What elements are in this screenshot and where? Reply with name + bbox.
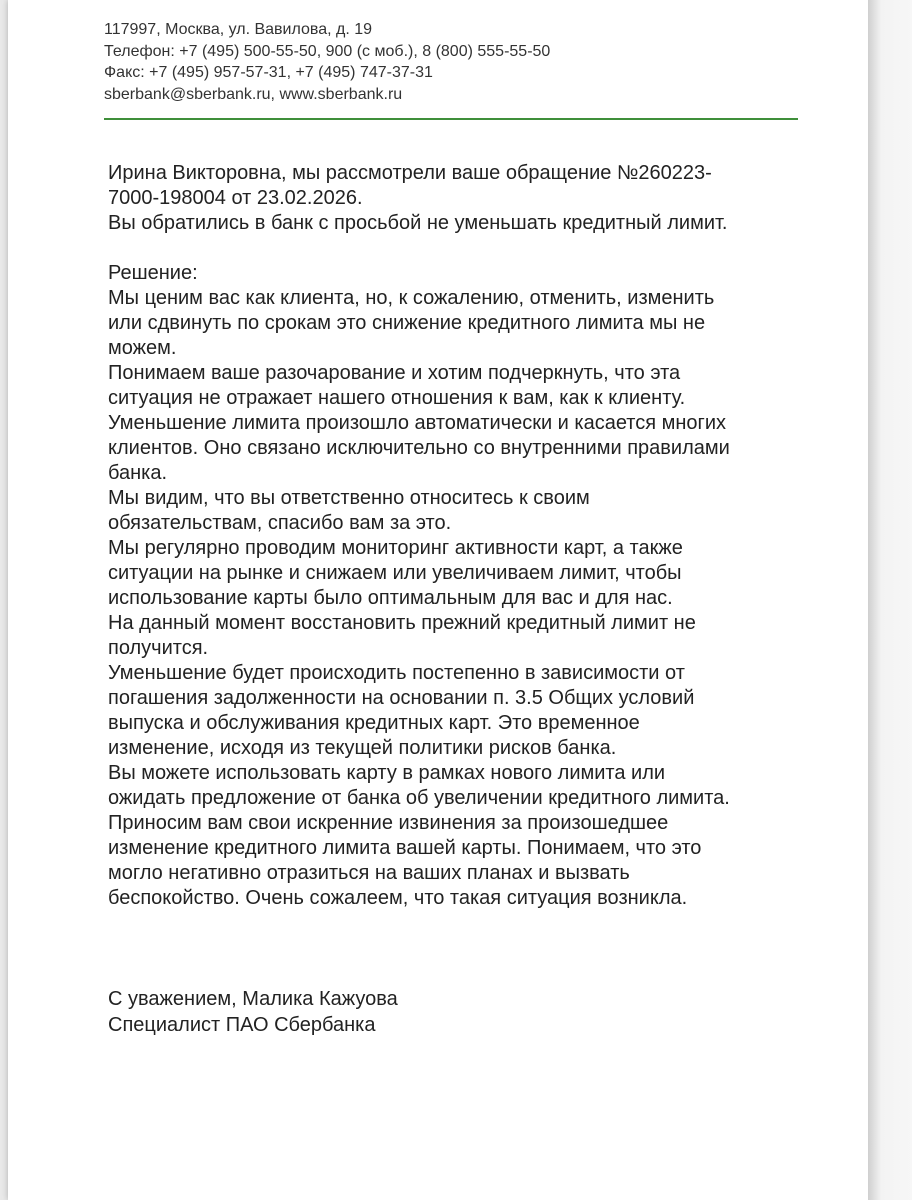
signature-regards: С уважением, Малика Кажуова (108, 988, 398, 1010)
body-line: обязательствам, спасибо вам за это. (108, 512, 452, 535)
body-line: Решение: (108, 262, 198, 285)
body-line: Мы видим, что вы ответственно относитесь к своим (108, 487, 590, 510)
body-line: беспокойство. Очень сожалеем, что такая ситуация возникла. (108, 887, 688, 910)
body-line: погашения задолженности на основании п. 3.5 Общих условий (108, 687, 695, 710)
bank-contacts (104, 19, 550, 105)
body-line: Вы можете использовать карту в рамках нового лимита или (108, 762, 666, 785)
body-line: изменение, исходя из текущей политики рисков банка. (108, 737, 617, 760)
signature-position: Специалист ПАО Сбербанка (108, 1014, 376, 1036)
body-line: 7000-198004 от 23.02.2026. (108, 187, 363, 210)
body-line: Ирина Викторовна, мы рассмотрели ваше обращение №260223- (108, 162, 712, 184)
body-line: ситуация не отражает нашего отношения к вам, как к клиенту. (108, 387, 686, 410)
address: 117997, Москва, ул. Вавилова, д. 19 (104, 21, 373, 38)
body-line: клиентов. Оно связано исключительно со внутренними правилами (108, 437, 730, 460)
fax: Факс: +7 (495) 957-57-31, +7 (495) 747-37-31 (104, 64, 433, 81)
body-line: Вы обратились в банк с просьбой не уменьшать кредитный лимит. (108, 212, 728, 235)
email-website: sberbank@sberbank.ru, www.sberbank.ru (104, 85, 403, 103)
header-divider (104, 118, 798, 120)
body-line: Понимаем ваше разочарование и хотим подчеркнуть, что эта (108, 362, 681, 385)
body-line: ожидать предложение от банка об увеличении кредитного лимита. (108, 787, 730, 810)
right-edge-strip (868, 0, 912, 1200)
letter-body (108, 161, 730, 911)
body-line: Мы регулярно проводим мониторинг активности карт, а также (108, 537, 683, 560)
signature (108, 986, 398, 1038)
body-line: использование карты было оптимальным для вас и для нас. (108, 587, 673, 610)
body-line: выпуска и обслуживания кредитных карт. Это временное (108, 712, 640, 735)
body-line: получится. (108, 637, 209, 660)
body-line: Мы ценим вас как клиента, но, к сожалению, отменить, изменить (108, 287, 715, 310)
body-line: Уменьшение будет происходить постепенно в зависимости от (108, 662, 685, 685)
body-line: могло негативно отразиться на ваших планах и вызвать (108, 862, 630, 885)
body-line: или сдвинуть по срокам это снижение кредитного лимита мы не (108, 312, 706, 335)
body-line (108, 236, 730, 261)
letter-page (8, 0, 868, 1200)
body-line: На данный момент восстановить прежний кредитный лимит не (108, 612, 696, 635)
body-line: банка. (108, 462, 168, 485)
body-line: Уменьшение лимита произошло автоматически и касается многих (108, 412, 727, 435)
body-line: ситуации на рынке и снижаем или увеличиваем лимит, чтобы (108, 562, 682, 585)
body-line: Приносим вам свои искренние извинения за произошедшее (108, 812, 669, 835)
body-line: можем. (108, 337, 177, 360)
body-line: изменение кредитного лимита вашей карты. Понимаем, что это (108, 837, 702, 860)
phone: Телефон: +7 (495) 500-55-50, 900 (с моб.), 8 (800) 555-55-50 (104, 42, 551, 60)
